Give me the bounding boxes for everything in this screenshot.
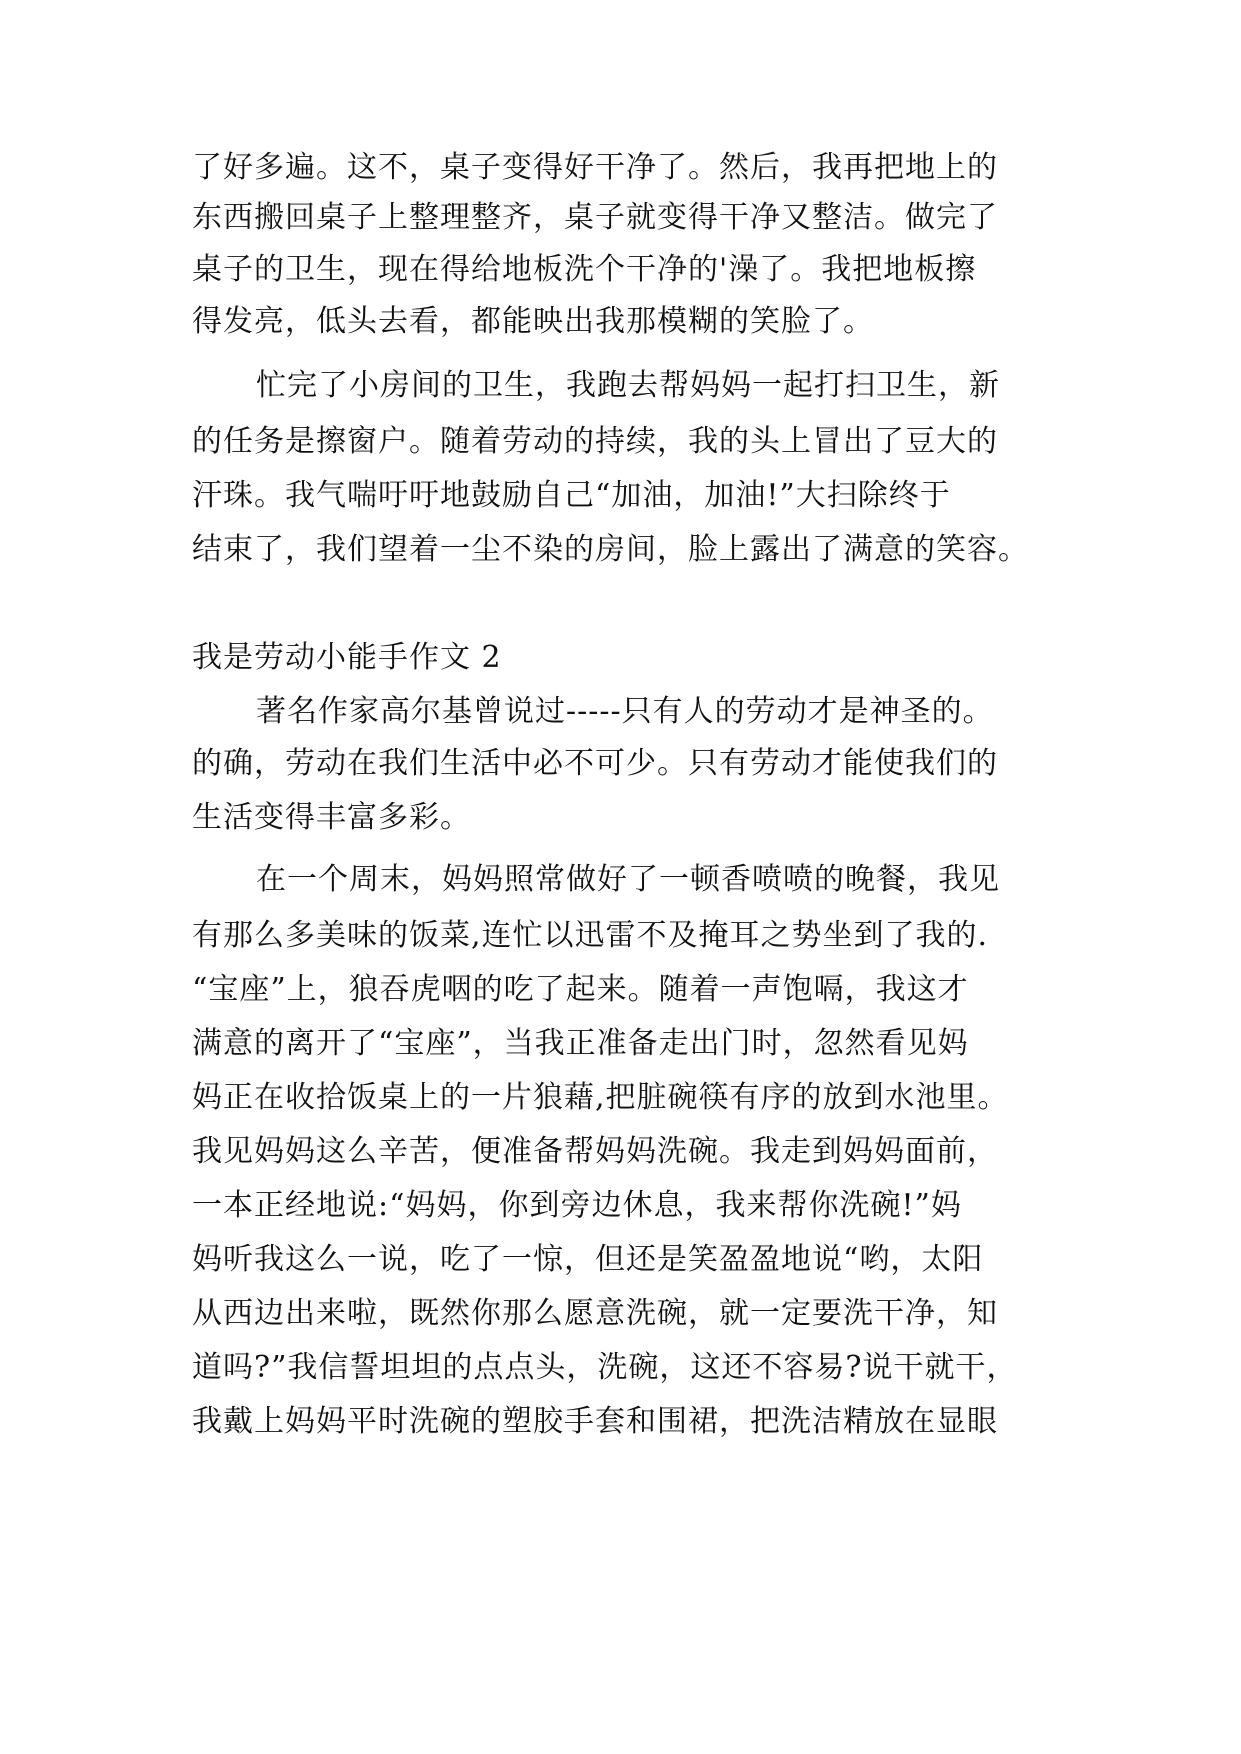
paragraph-line: 从西边出来啦，既然你那么愿意洗碗，就一定要洗干净，知 [192, 1296, 998, 1331]
paragraph-line: 妈听我这么一说，吃了一惊，但还是笑盈盈地说“哟，太阳 [192, 1242, 984, 1277]
paragraph-line: 妈正在收拾饭桌上的一片狼藉,把脏碗筷有序的放到水池里。 [192, 1080, 1009, 1115]
paragraph-line: 得发亮，低头去看，都能映出我那模糊的笑脸了。 [192, 304, 874, 339]
section-title: 我是劳动小能手作文 2 [192, 640, 502, 675]
paragraph-line: 道吗?”我信誓坦坦的点点头，洗碗，这还不容易?说干就干， [192, 1350, 1018, 1385]
paragraph-line: “宝座”上，狼吞虎咽的吃了起来。随着一声饱嗝，我这才 [192, 972, 969, 1007]
paragraph-line: 桌子的卫生，现在得给地板洗个干净的'澡了。我把地板擦 [192, 252, 977, 287]
paragraph-line: 我见妈妈这么辛苦，便准备帮妈妈洗碗。我走到妈妈面前， [192, 1134, 998, 1169]
paragraph-line: 在一个周末，妈妈照常做好了一顿香喷喷的晚餐，我见 [256, 862, 1000, 897]
paragraph-line: 东西搬回桌子上整理整齐，桌子就变得干净又整洁。做完了 [192, 200, 998, 235]
paragraph-line: 生活变得丰富多彩。 [192, 800, 471, 835]
paragraph-line: 满意的离开了“宝座”，当我正准备走出门时，忽然看见妈 [192, 1026, 969, 1061]
paragraph-line: 著名作家高尔基曾说过-----只有人的劳动才是神圣的。 [256, 694, 994, 729]
paragraph-line: 我戴上妈妈平时洗碗的塑胶手套和围裙，把洗洁精放在显眼 [192, 1404, 998, 1439]
paragraph-line: 的确，劳动在我们生活中必不可少。只有劳动才能使我们的 [192, 746, 998, 781]
paragraph-line: 忙完了小房间的卫生，我跑去帮妈妈一起打扫卫生，新 [256, 368, 1000, 403]
paragraph-line: 的任务是擦窗户。随着劳动的持续，我的头上冒出了豆大的 [192, 424, 998, 459]
paragraph-line: 了好多遍。这不，桌子变得好干净了。然后，我再把地上的 [192, 150, 998, 185]
paragraph-line: 一本正经地说:“妈妈，你到旁边休息，我来帮你洗碗!”妈 [192, 1188, 962, 1223]
paragraph-line: 结束了，我们望着一尘不染的房间，脸上露出了满意的笑容。 [192, 532, 1029, 567]
paragraph-line: 有那么多美味的饭菜,连忙以迅雷不及掩耳之势坐到了我的. [192, 918, 989, 953]
paragraph-line: 汗珠。我气喘吁吁地鼓励自己“加油，加油!”大扫除终于 [192, 478, 951, 513]
